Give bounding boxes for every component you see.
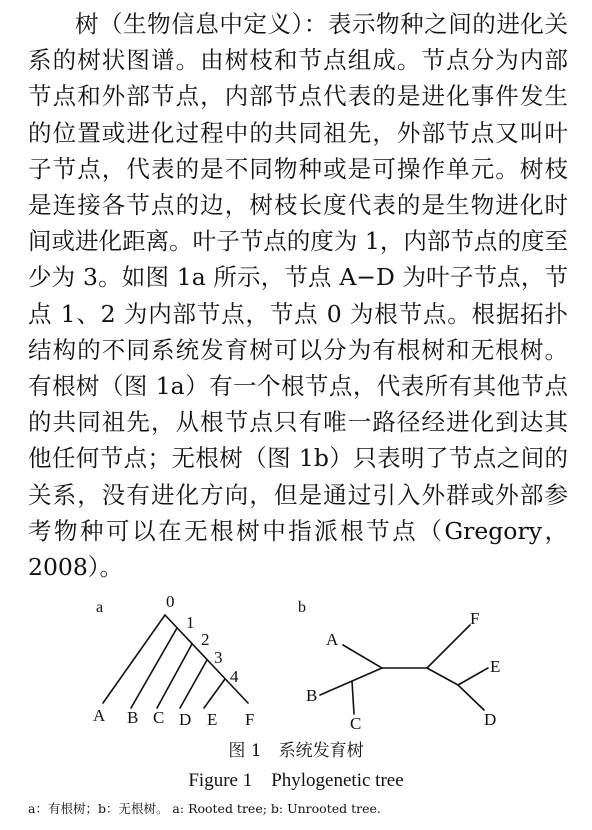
unrooted-leaf-A: A (326, 630, 339, 649)
unrooted-leaf-C: C (350, 714, 362, 733)
node-1-label: 1 (186, 613, 195, 632)
leaf-C-label: C (153, 708, 165, 727)
node-3-label: 3 (214, 648, 223, 667)
leaf-E-label: E (207, 710, 218, 729)
leaf-A-label: A (93, 706, 106, 725)
panel-a-label: a (96, 599, 104, 616)
rooted-tree (93, 592, 254, 729)
figure-caption-chinese: 图 1 系统发育树 (228, 741, 364, 761)
leaf-D-label: D (179, 710, 192, 729)
branch-to-F (427, 625, 470, 668)
unrooted-tree (298, 599, 500, 733)
leaf-B-label: B (127, 708, 139, 727)
branch-to-D (458, 685, 484, 710)
branch-to-A (343, 645, 382, 668)
branch-to-BC (320, 668, 382, 695)
branch-B (131, 628, 177, 708)
unrooted-leaf-E: E (490, 657, 501, 676)
node-2-label: 2 (201, 630, 210, 649)
branch-to-E (458, 668, 488, 685)
branch-A (103, 615, 165, 703)
panel-b-label: b (298, 599, 306, 616)
figure-note: a：有根树；b：无根树。 a: Rooted tree; b: Unrooted tree. (28, 801, 381, 816)
node-4-label: 4 (230, 667, 239, 686)
branch-to-DE (427, 668, 458, 685)
body-paragraph: 树（生物信息中定义）：表示物种之间的进化关系的树状图谱。由树枝和节点组成。节点分为内部节点和外部节点，内部节点代表的是进化事件发生的位置或进化过程中的共同祖先，外部节点又叫叶子节点，代表的是不同物种或是可操作单元。树枝是连接各节点的边，树枝长度代表的是生物进化时间或进化距离。叶子节点的度为 1，内部节点的度至少为 3。如图 1a 所示，节点 A−D 为叶子节点，节点 1、2 为内部节点，节点 0 为根节点。根据拓扑结构的不同系统发育树可以分为有根树和无根树。有根树（图 1a）有一个根节点，代表所有其他节点的共同祖先，从根节点只有唯一路径经进化到达其他任何节点；无根树（图 1b）只表明了节点之间的关系，没有进化方向，但是通过引入外群或外部参考物种可以在无根树中指派根节点（Gregory，2008）。 (28, 10, 568, 582)
unrooted-leaf-D: D (484, 710, 497, 729)
branch-to-C (352, 681, 354, 714)
leaf-F-label: F (245, 710, 255, 729)
unrooted-leaf-F: F (470, 609, 480, 628)
branch-D (180, 660, 207, 708)
node-0-label: 0 (166, 592, 175, 611)
unrooted-leaf-B: B (306, 686, 318, 705)
branch-E (204, 679, 225, 708)
figure-caption-english: Figure 1 Phylogenetic tree (188, 770, 404, 791)
